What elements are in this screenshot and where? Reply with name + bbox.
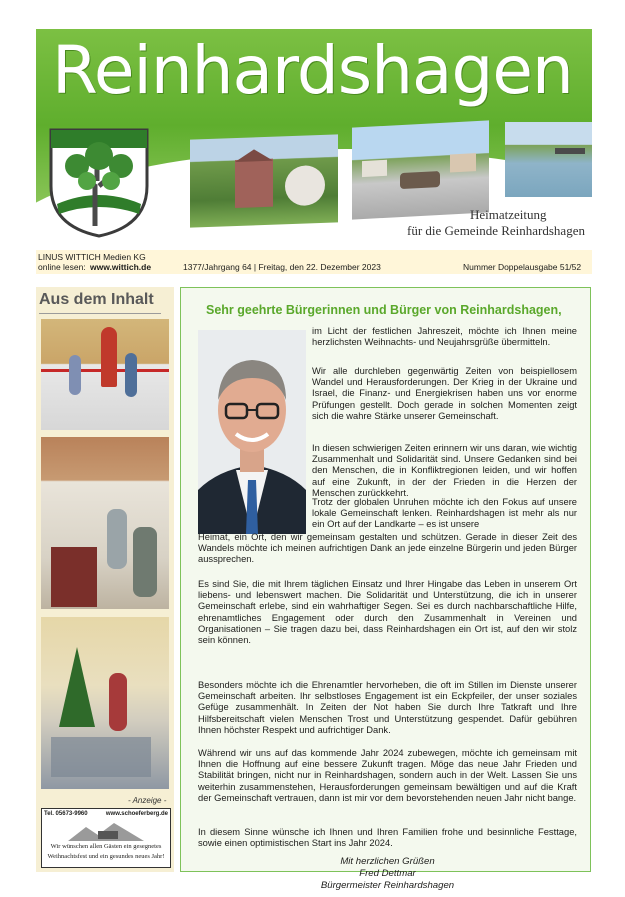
advertisement[interactable] [41,808,171,868]
christmas-hall-photo [41,617,169,789]
coat-of-arms-icon [47,126,151,238]
publisher: LINUS WITTICH Medien KG [38,252,146,262]
river-photo [505,122,592,197]
paragraph-challenges: Wir alle durchleben gegenwärtig Zeiten von beispiellosem Wandel und Herausforderungen. Der Krieg in der Ukraine und Israel, die Finanz- und Energiekrisen haben uns vor enorme Prüfungen gestellt. Doch gerade in solchen Momenten zeigt sich die wahre Stärke unserer Gemeinschaft. [312,366,577,421]
ad-url[interactable]: www.schoeferberg.de [105,811,168,817]
ad-wish-2: Weihnachtsfest und ein gesundes neues Jahr! [47,853,165,860]
online-link[interactable]: www.wittich.de [90,262,152,272]
paragraph-outlook: Während wir uns auf das kommende Jahr 2024 zubewegen, möchte ich gemeinsam mit Ihnen die Hoffnung auf eine bessere Zukunft tragen. Möge das neue Jahr Frieden und Stabilität bringen, nicht nur in Reinhardshagen, sondern auch in der Welt. Lassen Sie uns weiterhin zusammenstehen, Herausforderungen gemeinsam bewältigen und auf die Kraft der Gemeinschaft vertrauen, dann ist mir vor dem bevorstehenden neuen Jahr nicht bange. [198,748,577,803]
paragraph-intro: im Licht der festlichen Jahreszeit, möchte ich Ihnen meine herzlichsten Weihnachts- und Neujahrsgrüße übermitteln. [312,326,577,348]
church-photo [190,134,338,227]
ad-phone: Tel. 05673-9960 [44,811,88,817]
subtitle-heimatzeitung: Heimatzeitung [470,207,547,222]
letter-greeting: Sehr geehrte Bürgerinnen und Bürger von Reinhardshagen, [206,303,562,317]
subtitle-gemeinde: für die Gemeinde Reinhardshagen [407,223,585,238]
mayor-portrait [198,330,306,534]
workshop-photo [41,437,169,609]
issue-date: 1377/Jahrgang 64 | Freitag, den 22. Dezember 2023 [183,262,381,272]
issue-number: Nummer Doppelausgabe 51/52 [463,262,582,272]
signature-name: Fred Dettmar [359,868,416,879]
paragraph-community: Trotz der globalen Unruhen möchte ich den Fokus auf unsere lokale Gemeinschaft lenken. Reinhardshagen ist mehr als nur ein Ort auf der Landkarte – es ist unsere [312,497,577,530]
paragraph-citizens: Es sind Sie, die mit Ihrem täglichen Einsatz und Ihrer Hingabe das Leben in unserem Ort liebens- und lebenswert machen. Die Solidarität und Unterstützung, die ich in unserer Gemeinschaft erlebe, sind ein wahrhaftiger Segen. Sei es durch nachbarschaftliche Hilfe, ehrenamtliches Engagement oder durch den Zusammenhalt in Vereinen und Organisationen – Sie tragen dazu bei, dass Reinhardshagen ein Ort ist, auf den wir stolz sein können. [198,579,577,646]
newspaper-title: Reinhardshagen [52,32,573,109]
contents-heading: Aus dem Inhalt [39,291,154,308]
paragraph-wishes: In diesem Sinne wünsche ich Ihnen und Ihren Familien frohe und besinnliche Festtage, sowie einen optimistischen Start ins Jahr 2024. [198,827,577,849]
hotel-logo-icon [68,819,144,841]
village-square-photo [352,120,489,219]
closing-phrase: Mit herzlichen Grüßen [340,856,435,867]
ad-label: - Anzeige - [128,796,167,805]
ad-wish-1: Wir wünschen allen Gästen ein gesegnetes [50,843,162,850]
online-label: online lesen: [38,262,86,272]
divider [39,313,161,314]
sports-hall-photo [41,319,169,430]
paragraph-volunteers: Besonders möchte ich die Ehrenamtler hervorheben, die oft im Stillen im Dienste unserer Gemeinschaft arbeiten. Ihr selbstloses Engagement ist ein Eckpfeiler, der unser soziales Gefüge zusammenhält. In Zeiten der Not haben Sie durch Ihre Tatkraft und Ihre Hilfsbereitschaft vielen Menschen Trost und Unterstützung gespendet. Dafür gebühren Ihnen höchster Respekt und aufrichtiger Dank. [198,680,577,735]
paragraph-solidarity: In diesen schwierigen Zeiten erinnern wir uns daran, wie wichtig Zusammenhalt und Solidarität sind. Unsere Gedanken sind bei den Menschen, die in Konfliktregionen leiden, und wir hoffen auf eine Zukunft, in der der Frieden in die Herzen der Menschen zurückkehrt. [312,443,577,498]
issue-info-bar [36,250,592,274]
paragraph-community-continued: Heimat, ein Ort, den wir gemeinsam gestalten und schützen. Gerade in dieser Zeit des Wandels möchte ich meinen aufrichtigen Dank an jede einzelne Bürgerin und jeden Bürger aussprechen. [198,532,577,565]
signature-role: Bürgermeister Reinhardshagen [320,880,455,891]
